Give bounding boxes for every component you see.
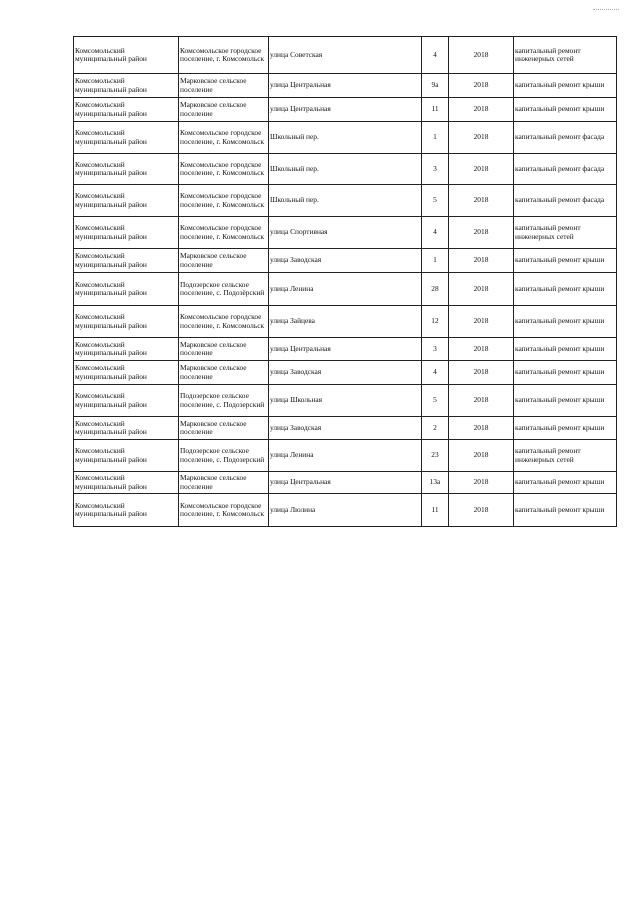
work-cell: капитальный ремонт крыши	[514, 361, 617, 385]
house-cell: 13а	[422, 472, 449, 494]
house-cell: 23	[422, 440, 449, 472]
table-row	[74, 217, 617, 249]
table-row	[74, 385, 617, 417]
settlement-cell: Марковское сельское поселение	[179, 417, 269, 440]
street-cell: улица Ленина	[269, 273, 422, 306]
table-row	[74, 185, 617, 217]
district-cell: Комсомольский муниципальный район	[74, 74, 179, 98]
house-cell: 28	[422, 273, 449, 306]
work-cell: капитальный ремонт фасада	[514, 185, 617, 217]
house-cell: 1	[422, 249, 449, 273]
work-cell: капитальный ремонт крыши	[514, 417, 617, 440]
district-cell: Комсомольский муниципальный район	[74, 385, 179, 417]
house-cell: 4	[422, 37, 449, 74]
house-cell: 9а	[422, 74, 449, 98]
settlement-cell: Подозерское сельское поселение, с. Подозёрский	[179, 273, 269, 306]
year-cell: 2018	[449, 98, 514, 122]
street-cell: улица Зайцева	[269, 306, 422, 338]
work-cell: капитальный ремонт инженерных сетей	[514, 37, 617, 74]
district-cell: Комсомольский муниципальный район	[74, 37, 179, 74]
settlement-cell: Марковское сельское поселение	[179, 361, 269, 385]
street-cell: Школьный пер.	[269, 122, 422, 154]
year-cell: 2018	[449, 185, 514, 217]
street-cell: улица Ленина	[269, 440, 422, 472]
year-cell: 2018	[449, 361, 514, 385]
house-cell: 3	[422, 154, 449, 185]
street-cell: улица Центральная	[269, 472, 422, 494]
street-cell: улица Заводская	[269, 361, 422, 385]
street-cell: улица Советская	[269, 37, 422, 74]
table-row	[74, 249, 617, 273]
house-cell: 4	[422, 361, 449, 385]
district-cell: Комсомольский муниципальный район	[74, 440, 179, 472]
table-row	[74, 273, 617, 306]
work-cell: капитальный ремонт крыши	[514, 472, 617, 494]
house-cell: 11	[422, 494, 449, 527]
year-cell: 2018	[449, 440, 514, 472]
district-cell: Комсомольский муниципальный район	[74, 249, 179, 273]
year-cell: 2018	[449, 385, 514, 417]
district-cell: Комсомольский муниципальный район	[74, 494, 179, 527]
street-cell: Школьный пер.	[269, 154, 422, 185]
work-cell: капитальный ремонт крыши	[514, 385, 617, 417]
table-row	[74, 154, 617, 185]
work-cell: капитальный ремонт крыши	[514, 273, 617, 306]
settlement-cell: Комсомольское городское поселение, г. Комсомольск	[179, 217, 269, 249]
work-cell: капитальный ремонт крыши	[514, 306, 617, 338]
work-cell: капитальный ремонт крыши	[514, 338, 617, 361]
house-cell: 2	[422, 417, 449, 440]
table-row	[74, 494, 617, 527]
table-row	[74, 37, 617, 74]
year-cell: 2018	[449, 249, 514, 273]
year-cell: 2018	[449, 306, 514, 338]
settlement-cell: Подозерское сельское поселение, с. Подозерский	[179, 385, 269, 417]
year-cell: 2018	[449, 338, 514, 361]
district-cell: Комсомольский муниципальный район	[74, 472, 179, 494]
year-cell: 2018	[449, 472, 514, 494]
settlement-cell: Подозерское сельское поселение, с. Подозерский	[179, 440, 269, 472]
work-cell: капитальный ремонт крыши	[514, 74, 617, 98]
settlement-cell: Марковское сельское поселение	[179, 249, 269, 273]
district-cell: Комсомольский муниципальный район	[74, 122, 179, 154]
settlement-cell: Комсомольское городское поселение, г. Комсомольск	[179, 122, 269, 154]
work-cell: капитальный ремонт крыши	[514, 98, 617, 122]
table-row	[74, 122, 617, 154]
street-cell: улица Заводская	[269, 417, 422, 440]
house-cell: 1	[422, 122, 449, 154]
district-cell: Комсомольский муниципальный район	[74, 185, 179, 217]
year-cell: 2018	[449, 217, 514, 249]
settlement-cell: Комсомольское городское поселение, г. Комсомольск	[179, 185, 269, 217]
district-cell: Комсомольский муниципальный район	[74, 98, 179, 122]
settlement-cell: Марковское сельское поселение	[179, 338, 269, 361]
district-cell: Комсомольский муниципальный район	[74, 338, 179, 361]
settlement-cell: Марковское сельское поселение	[179, 98, 269, 122]
table-row	[74, 98, 617, 122]
work-cell: капитальный ремонт фасада	[514, 122, 617, 154]
year-cell: 2018	[449, 74, 514, 98]
table-row	[74, 338, 617, 361]
table-row	[74, 306, 617, 338]
year-cell: 2018	[449, 273, 514, 306]
year-cell: 2018	[449, 37, 514, 74]
house-cell: 3	[422, 338, 449, 361]
work-cell: капитальный ремонт инженерных сетей	[514, 440, 617, 472]
table-row	[74, 472, 617, 494]
table-row	[74, 417, 617, 440]
house-cell: 12	[422, 306, 449, 338]
house-cell: 4	[422, 217, 449, 249]
house-cell: 5	[422, 385, 449, 417]
street-cell: улица Люлина	[269, 494, 422, 527]
street-cell: улица Заводская	[269, 249, 422, 273]
table-body	[74, 37, 617, 527]
district-cell: Комсомольский муниципальный район	[74, 306, 179, 338]
table-row	[74, 361, 617, 385]
housing-repair-table	[73, 36, 617, 527]
table-row	[74, 74, 617, 98]
street-cell: улица Школьная	[269, 385, 422, 417]
district-cell: Комсомольский муниципальный район	[74, 273, 179, 306]
work-cell: капитальный ремонт фасада	[514, 154, 617, 185]
street-cell: улица Спортивная	[269, 217, 422, 249]
table-row	[74, 440, 617, 472]
house-cell: 11	[422, 98, 449, 122]
work-cell: капитальный ремонт крыши	[514, 494, 617, 527]
settlement-cell: Марковское сельское поселение	[179, 472, 269, 494]
street-cell: улица Центральная	[269, 98, 422, 122]
settlement-cell: Комсомольское городское поселение, г. Комсомольск	[179, 37, 269, 74]
street-cell: улица Центральная	[269, 338, 422, 361]
district-cell: Комсомольский муниципальный район	[74, 361, 179, 385]
work-cell: капитальный ремонт инженерных сетей	[514, 217, 617, 249]
year-cell: 2018	[449, 154, 514, 185]
street-cell: Школьный пер.	[269, 185, 422, 217]
house-cell: 5	[422, 185, 449, 217]
year-cell: 2018	[449, 494, 514, 527]
settlement-cell: Комсомольское городское поселение, г. Комсомольск	[179, 306, 269, 338]
district-cell: Комсомольский муниципальный район	[74, 417, 179, 440]
district-cell: Комсомольский муниципальный район	[74, 217, 179, 249]
street-cell: улица Центральная	[269, 74, 422, 98]
district-cell: Комсомольский муниципальный район	[74, 154, 179, 185]
settlement-cell: Комсомольское городское поселение, г. Комсомольск	[179, 154, 269, 185]
year-cell: 2018	[449, 417, 514, 440]
settlement-cell: Марковское сельское поселение	[179, 74, 269, 98]
year-cell: 2018	[449, 122, 514, 154]
settlement-cell: Комсомольское городское поселение, г. Комсомольск	[179, 494, 269, 527]
work-cell: капитальный ремонт крыши	[514, 249, 617, 273]
corner-mark	[593, 9, 619, 12]
